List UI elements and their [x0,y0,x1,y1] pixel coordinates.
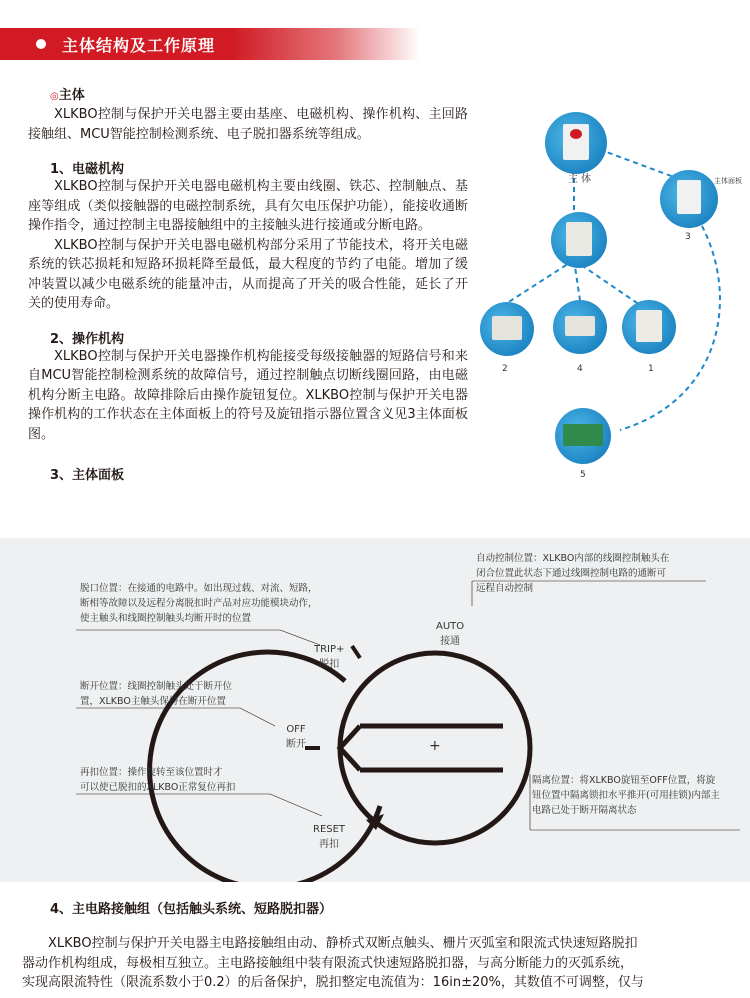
node-2-label: 2 [502,364,508,374]
section4-text: XLKBO控制与保护开关电器主电路接触组由动、静桥式双断点触头、栅片灭弧室和限流式快速短路脱扣 器动作机构组成，每极相互独立。主电路接触组中装有限流式快速短路脱扣器，与高分断能力的灭弧系统， 实现高限流特性（限流系数小于0.2）的后备保护，脱扣整定电流值为：16in±20%，其数值不可调整，仅与 [22,936,644,990]
panel-photo-node [660,170,718,228]
section1-paragraph-1: XLKBO控制与保护开关电器电磁机构主要由线圈、铁芯、控制触点、基座等组成（类似接触器的电磁控制系统，具有欠电压保护功能），能接收通断操作指令，通过控制主电器接触组中的主接触头进行接通或分断电路。 [28,179,468,233]
node-5-label: 5 [580,470,586,480]
section2-heading: 2、操作机构 [50,331,125,347]
main-body-label: 主 体 [568,174,592,185]
section-header-bar [0,28,420,60]
component-2-photo-node [480,302,534,356]
trip-label: TRIP+ 脱扣 [314,644,345,670]
off-position-note: 断开位置：线圈控制触头处于断开位 置，XLKBO主触头保持在断开位置 [80,681,233,707]
bullet-icon [36,39,46,49]
component-4-photo-node [553,300,607,354]
main-body-photo-node [545,112,607,174]
section1-heading: 1、电磁机构 [50,162,125,177]
section2-paragraph: XLKBO控制与保护开关电器操作机构能接受每级接触器的短路信号和来自MCU智能控制检测系统的故障信号，通过控制触点切断线圈回路，由电磁机构分断主电路。故障排除后由操作旋钮复位。XLKBO控制与保护开关电器操作机构的工作状态在主体面板上的符号及旋钮指示器位置含义见3主体面板图。 [28,348,468,442]
electromagnet-photo-node [551,212,607,268]
main-body-text: XLKBO控制与保护开关电器主要由基座、电磁机构、操作机构、主回路接触组、MCU智能控制检测系统、电子脱扣器系统等组成。 [28,107,468,142]
isolation-position-note: 隔离位置：将XLKBO旋钮至OFF位置，将旋 钮位置中隔离锁扣水平推开(可用挂锁)内部主 电路已处于断开隔离状态 [532,775,720,816]
auto-label: AUTO 接通 [436,621,465,647]
node-1-label: 1 [648,364,654,374]
node-3-label: 3 [685,232,691,242]
main-body-heading: ◎主体 [50,88,85,103]
ring-icon: ◎ [50,91,59,102]
off-label: OFF 断开 [286,724,306,750]
center-crosshair-icon: + [429,738,441,754]
trip-position-note: 脱口位置：在接通的电路中。如出现过载、对流、短路， 断相等故障以及远程分离脱扣时产品对应功能模块动作， 使主触头和线圈控制触头均断开时的位置 [80,583,318,624]
panel-label: 主体面板 [714,177,742,185]
reset-label: RESET 再扣 [313,824,346,850]
component-5-photo-node [555,408,611,464]
section-title: 主体结构及工作原理 [62,36,216,55]
text-column [28,84,468,483]
section3-heading: 3、主体面板 [50,468,125,483]
component-1-photo-node [622,300,676,354]
section4-heading: 4、主电路接触组（包括触头系统、短路脱扣器） [50,902,333,917]
reset-position-note: 再扣位置：操作旋转至该位置时才 可以使已脱扣的XLKBO正常复位再扣 [80,767,236,793]
auto-position-note: 自动控制位置：XLKBO内部的线圈控制触头在 闭合位置此状态下通过线圈控制电路的通断可 远程自动控制 [476,553,670,594]
node-4-label: 4 [577,364,583,374]
section1-paragraph-2: XLKBO控制与保护开关电器电磁机构部分采用了节能技术，将开关电磁系统的铁芯损耗和短路环损耗降至最低，最大程度的节约了电能。增加了缓冲装置以减少电磁系统的能量冲击，从而提高了开关的吸合性能，延长了开关的使用寿命。 [28,237,468,311]
